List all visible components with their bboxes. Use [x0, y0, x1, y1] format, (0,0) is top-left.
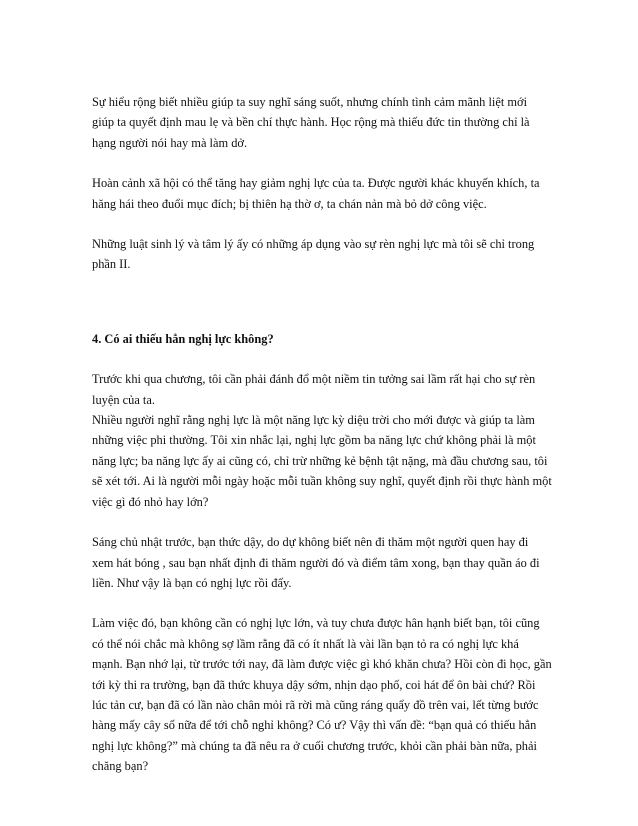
paragraph-before-chapter: Trước khi qua chương, tôi cần phải đánh đổ một niềm tin tưởng sai lầm rất hại cho sự rèn luyện của ta. [92, 372, 536, 407]
paragraph-knowledge-and-emotion: Sự hiểu rộng biết nhiều giúp ta suy nghĩ sáng suốt, nhưng chính tình cảm mãnh liệt mới giúp ta quyết định mau lẹ và bền chí thực hành. Học rộng mà thiếu đức tin thường chỉ là hạng người nói hay mà làm dở. [92, 95, 530, 150]
paragraph-sunday-example: Sáng chủ nhật trước, bạn thức dậy, do dự không biết nên đi thăm một người quen hay đi xem hát bóng , sau bạn nhất định đi thăm người đó và điểm tâm xong, bạn thay quần áo đi liền. Như vậy là bạn có nghị lực rồi đấy. [92, 535, 540, 590]
spacer [92, 275, 552, 329]
spacer [92, 349, 552, 369]
paragraph-social-environment: Hoàn cảnh xã hội có thể tăng hay giảm nghị lực của ta. Được người khác khuyến khích, ta hăng hái theo đuổi mục đích; bị thiên hạ thờ ơ, ta chán nản mà bỏ dở công việc. [92, 176, 540, 211]
paragraph-laws-applied: Những luật sinh lý và tâm lý ấy có những áp dụng vào sự rèn nghị lực mà tôi sẽ chỉ trong phần II. [92, 237, 535, 272]
spacer [92, 512, 552, 532]
spacer [92, 153, 552, 173]
paragraph-three-faculties: Nhiều người nghĩ rằng nghị lực là một năng lực kỳ diệu trời cho mới được và giúp ta làm những việc phi thường. Tôi xin nhắc lại, nghị lực gồm ba năng lực chứ không phải là một năng lực; ba năng lực ấy ai cũng có, chỉ trừ những kẻ bệnh tật nặng, mà đầu chương sau, tôi sẽ xét tới. Ai là người mỗi ngày hoặc mỗi tuần không suy nghĩ, quyết định rồi thực hành một việc gì đó nhỏ hay lớn? [92, 413, 552, 509]
spacer [92, 593, 552, 613]
spacer [92, 214, 552, 234]
section-heading: 4. Có ai thiếu hẳn nghị lực không? [92, 331, 274, 346]
paragraph-strong-willpower: Làm việc đó, bạn không cần có nghị lực lớn, và tuy chưa được hân hạnh biết bạn, tôi cũng có thể nói chắc mà không sợ lầm rằng đã có ít nhất là vài lần bạn tỏ ra có nghị lực khá mạnh. Bạn nhớ lại, từ trước tới nay, đã làm được việc gì khó khăn chưa? Hồi còn đi học, gần tới kỳ thi ra trường, bạn đã thức khuya dậy sớm, nhịn dạo phố, coi hát để ôn bài chứ? Rồi lúc tản cư, bạn đã có lần nào chân mỏi rã rời mà cũng ráng quẩy đồ trên vai, lết từng bước hàng mấy cây số nữa để tới chỗ nghỉ không? Có ư? Vậy thì vấn đề: “bạn quả có thiếu hẳn nghị lực không?” mà chúng ta đã nêu ra ở cuối chương trước, khỏi cần phải bàn nữa, phải chăng bạn? [92, 616, 552, 774]
document-body [92, 92, 552, 777]
